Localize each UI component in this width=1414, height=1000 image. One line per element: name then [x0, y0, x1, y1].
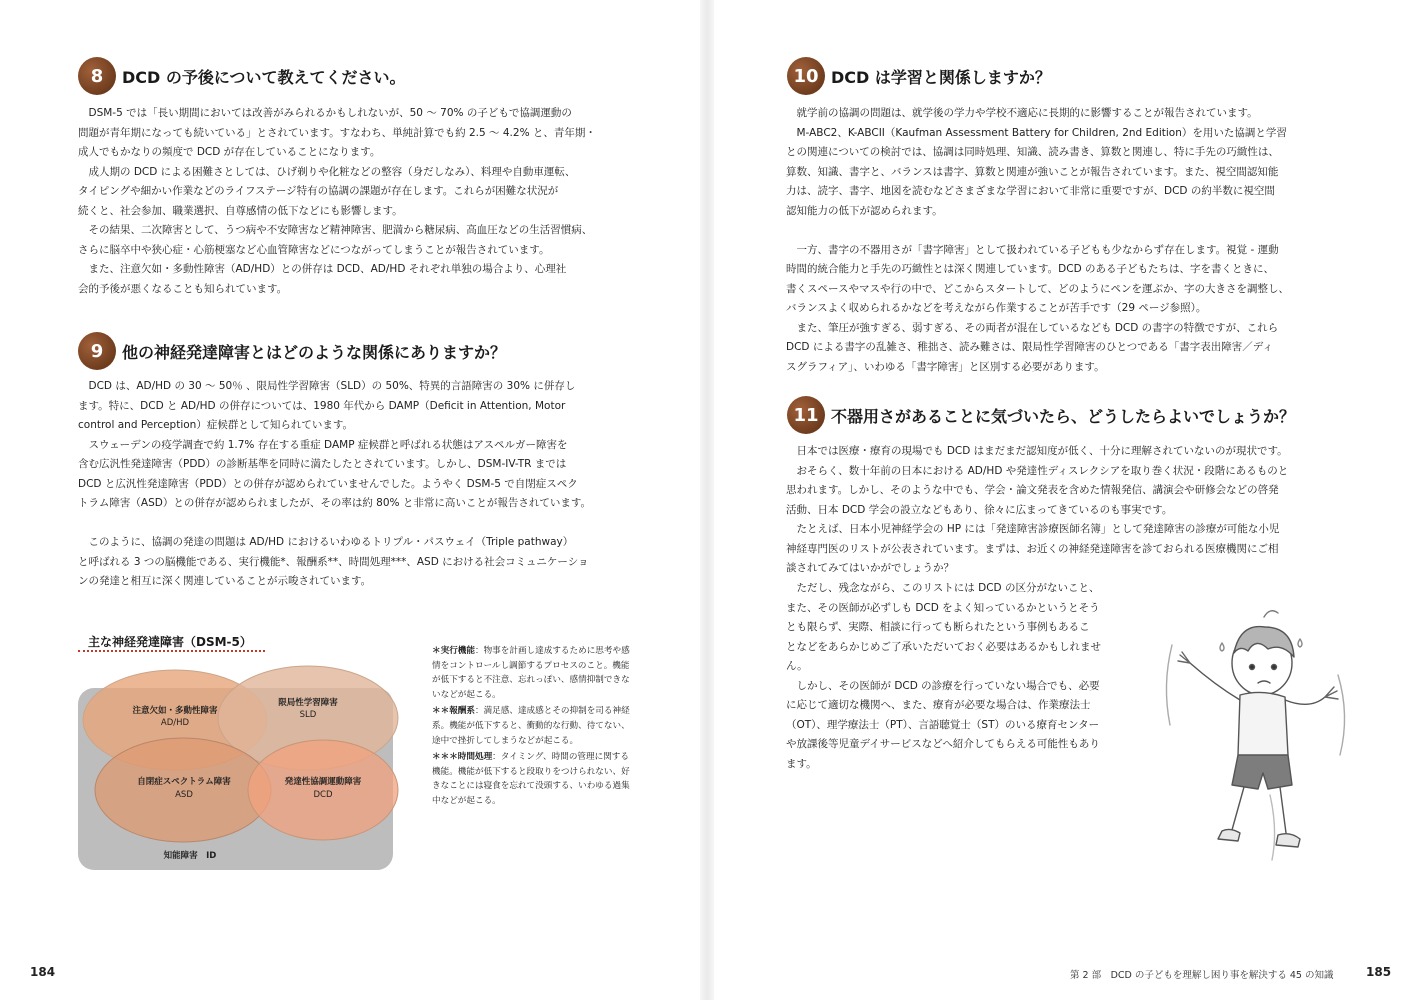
q11-heading — [787, 396, 1295, 434]
q10-number-badge: 10 — [787, 57, 825, 95]
body-line: このように、協調の発達の問題は AD/HD におけるいわゆるトリプル・パスウェイ（Triple pathway） — [88, 536, 574, 548]
body-line: 就学前の協調の問題は、就学後の学力や学校不適応に長期的に影響することが報告されています。 — [796, 107, 1258, 119]
body-line: に応じて適切な機関へ、また、療育が必要な場合は、作業療法士 — [786, 699, 1091, 711]
q11-title: 不器用さがあることに気づいたら、どうしたらよいでしょうか？ — [831, 406, 1296, 426]
q11-number-badge: 11 — [787, 396, 825, 434]
page-number-left: 184 — [30, 965, 56, 979]
body-line: と呼ばれる 3 つの脳機能である、実行機能*、報酬系**、時間処理***、ASD における社会コミュニケーショ — [78, 555, 589, 568]
body-line: ます。 — [786, 757, 817, 770]
q10-title: DCD は学習と関係しますか？ — [831, 67, 1051, 87]
q8-heading — [78, 57, 406, 95]
body-line: 続くと、社会参加、職業選択、自尊感情の低下などにも影響します。 — [78, 204, 403, 217]
body-line: 日本では医療・療育の現場でも DCD はまだまだ認知度が低く、十分に理解されていないのが現状です。 — [796, 445, 1288, 457]
body-line: 成人期の DCD による困難さとしては、ひげ剃りや化粧などの整容（身だしなみ）、料理や自動車運転、 — [88, 165, 576, 178]
note-text: ：満足感、達成感とその抑制を司る神経系。機能が低下すると、衝動的な行動、待てない、途中で挫折してしまうなどが起こる。 — [432, 706, 630, 746]
body-line: とも限らず、実際、相談に行っても断られたという事例もあるこ — [786, 621, 1090, 633]
body-line: スグラフィア」、いわゆる「書字障害」と区別する必要があります。 — [786, 360, 1105, 373]
paragraph-gap — [786, 221, 1356, 241]
body-line: また、筆圧が強すぎる、弱すぎる、その両者が混在しているなども DCD の書字の特徴ですが、これら — [796, 321, 1279, 334]
venn-diagram — [70, 660, 410, 875]
body-line: また、その医師が必ずしも DCD をよく知っているかというとそう — [786, 601, 1100, 614]
body-line: ん。 — [786, 660, 808, 672]
body-line: 時間的統合能力と手先の巧緻性とは深く関連しています。DCD のある子どもたちは、字を書くときに、 — [786, 263, 1274, 275]
note-time-processing — [432, 750, 632, 808]
body-line: トラム障害（ASD）との併存が認められましたが、その率は約 80% と非常に高いことが報告されています。 — [78, 497, 591, 509]
q8-number-badge: 8 — [78, 57, 116, 95]
body-line: たとえば、日本小児神経学会の HP には「発達障害診療医師名簿」として発達障害の診療が可能な小児 — [796, 523, 1280, 535]
page-number-right: 185 — [1366, 965, 1392, 979]
paragraph-gap — [78, 514, 648, 534]
id-label: 知能障害 ID — [163, 851, 217, 861]
q10-heading — [787, 57, 1051, 95]
sld-label: 限局性学習障害 — [278, 698, 338, 708]
body-line: しかし、その医師が DCD の診療を行っていない場合でも、必要 — [796, 679, 1100, 692]
body-line: 含む広汎性発達障害（PDD）の診断基準を同時に満たしたとされています。しかし、DSM-IV-TR までは — [78, 458, 567, 470]
q9-title: 他の神経発達障害とはどのような関係にありますか？ — [122, 342, 507, 362]
q8-body — [78, 104, 648, 299]
asd-label: 自閉症スペクトラム障害 — [137, 777, 231, 787]
q9-number-badge: 9 — [78, 332, 116, 370]
body-line: 思われます。しかし、そのような中でも、学会・論文発表を含めた情報発信、講演会や研修会などの啓発 — [786, 484, 1279, 496]
adhd-label: 注意欠如・多動性障害 — [132, 706, 218, 716]
body-line: ンの発達と相互に深く関連していることが示唆されています。 — [78, 575, 372, 587]
body-line: や放課後等児童デイサービスなどへ紹介してもらえる可能性もあり — [786, 738, 1100, 750]
body-line: 算数、知識、書字と、バランスは書字、算数と関連が強いことが報告されています。また、視空間認知能 — [786, 165, 1279, 178]
body-line: 活動、日本 DCD 学会の設立などもあり、徐々に広まってきているのも事実です。 — [786, 503, 1173, 516]
body-line: となどをあらかじめご了承いただいておく必要はあるかもしれませ — [786, 640, 1101, 653]
page-gutter — [700, 0, 714, 1000]
q9-body — [78, 377, 648, 592]
body-line: 問題が青年期になっても続いている」とされています。すなわち、単純計算でも約 2.5 ～ 4.2% と、青年期・ — [78, 126, 596, 139]
note-text: ：物事を計画し達成するために思考や感情をコントロールし調節するプロセスのこと。機能が低下すると不注意、忘れっぽい、感情抑制できないなどが起こる。 — [432, 646, 630, 700]
body-line: おそらく、数十年前の日本における AD/HD や発達性ディスレクシアを取り巻く状況・段階にあるものと — [796, 464, 1289, 477]
body-line: 会的予後が悪くなることも知られています。 — [78, 282, 288, 295]
adhd-abbr: AD/HD — [160, 718, 190, 728]
note-executive-function — [432, 644, 632, 702]
body-line: DCD は、AD/HD の 30 ～ 50％ 、限局性学習障害（SLD）の 50%、特異的言語障害の 30% に併存し — [88, 380, 576, 392]
note-reward-system — [432, 704, 632, 748]
dcd-label: 発達性協調運動障害 — [284, 777, 362, 787]
body-line: バランスよく収められるかなどを考えながら作業することが苦手です（29 ページ参照）。 — [786, 302, 1207, 314]
child-illustration — [1160, 605, 1355, 875]
q9-heading — [78, 332, 506, 370]
body-line: ただし、残念ながら、このリストには DCD の区分がないこと、 — [796, 582, 1100, 594]
body-line: DCD と広汎性発達障害（PDD）との併存が認められていませんでした。ようやく DSM-5 で自閉症スペク — [78, 477, 578, 490]
body-line: 一方、書字の不器用さが「書字障害」として扱われている子どもも少なからず存在します。視覚 - 運動 — [796, 243, 1279, 256]
body-line: 書くスペースやマスや行の中で、どこからスタートして、どのようにペンを運ぶか、字の大きさを調整し、 — [786, 282, 1290, 295]
diagram-title-underline — [78, 650, 265, 652]
q10-body — [786, 104, 1356, 377]
body-line: M-ABC2、K-ABCII（Kaufman Assessment Battery for Children, 2nd Edition）を用いた協調と学習 — [796, 126, 1287, 139]
q8-title: DCD の予後について教えてください。 — [122, 67, 406, 87]
body-line: その結果、二次障害として、うつ病や不安障害など精神障害、肥満から糖尿病、高血圧などの生活習慣病、 — [88, 224, 593, 236]
asd-abbr: ASD — [175, 790, 193, 800]
body-line: タイピングや細かい作業などのライフステージ特有の協調の課題が存在します。これらが困難な状況が — [78, 185, 559, 197]
q11-body — [786, 442, 1356, 579]
body-line: との関連についての検討では、協調は同時処理、知識、読み書き、算数と関連し、特に手先の巧緻性は、 — [786, 146, 1279, 158]
footnotes — [432, 644, 632, 811]
dcd-abbr: DCD — [313, 790, 333, 800]
body-line: スウェーデンの疫学調査で約 1.7% 存在する重症 DAMP 症候群と呼ばれる状態はアスペルガー障害を — [88, 438, 568, 451]
body-line: 談されてみてはいかがでしょうか？ — [786, 562, 954, 574]
sld-abbr: SLD — [299, 710, 317, 720]
body-line: （OT）、理学療法士（PT）、言語聴覚士（ST）のいる療育センター — [786, 718, 1100, 731]
note-mark: ＊実行機能 — [432, 646, 475, 656]
body-line: DSM-5 では「長い期間においては改善がみられるかもしれないが、50 ～ 70% の子どもで協調運動の — [88, 107, 572, 119]
body-line: DCD による書字の乱雑さ、稚拙さ、読み難さは、限局性学習障害のひとつである「書字表出障害／ディ — [786, 341, 1273, 353]
note-text: ：タイミング、時間の管理に関する機能。機能が低下すると段取りをつけられない、好きなことには寝食を忘れて没頭する、いわゆる過集中などが起こる。 — [432, 752, 630, 806]
body-line: 成人でもかなりの頻度で DCD が存在していることになります。 — [78, 146, 381, 158]
body-line: ます。特に、DCD と AD/HD の併存については、1980 年代から DAMP（Deficit in Attention, Motor — [78, 399, 566, 412]
running-footer: 第 2 部 DCD の子どもを理解し困り事を解決する 45 の知識 — [1070, 970, 1334, 981]
body-line: さらに脳卒中や狭心症・心筋梗塞など心血管障害などにつながってしまうことが報告されています。 — [78, 243, 550, 256]
body-line: 認知能力の低下が認められます。 — [786, 204, 943, 217]
note-mark: ＊＊報酬系 — [432, 706, 475, 717]
body-line: control and Perception）症候群として知られています。 — [78, 419, 353, 431]
body-line: 力は、読字、書字、地図を読むなどさまざまな学習において非常に重要ですが、DCD の約半数に視空間 — [786, 185, 1275, 197]
body-line: また、注意欠如・多動性障害（AD/HD）との併存は DCD、AD/HD それぞれ単独の場合より、心理社 — [88, 263, 567, 275]
note-mark: ＊＊＊時間処理 — [432, 752, 493, 763]
body-line: 神経専門医のリストが公表されています。まずは、お近くの神経発達障害を診ておられる医療機関にご相 — [786, 542, 1279, 555]
q11-body-narrow — [786, 579, 1151, 774]
diagram-title: 主な神経発達障害（DSM-5） — [88, 635, 252, 649]
